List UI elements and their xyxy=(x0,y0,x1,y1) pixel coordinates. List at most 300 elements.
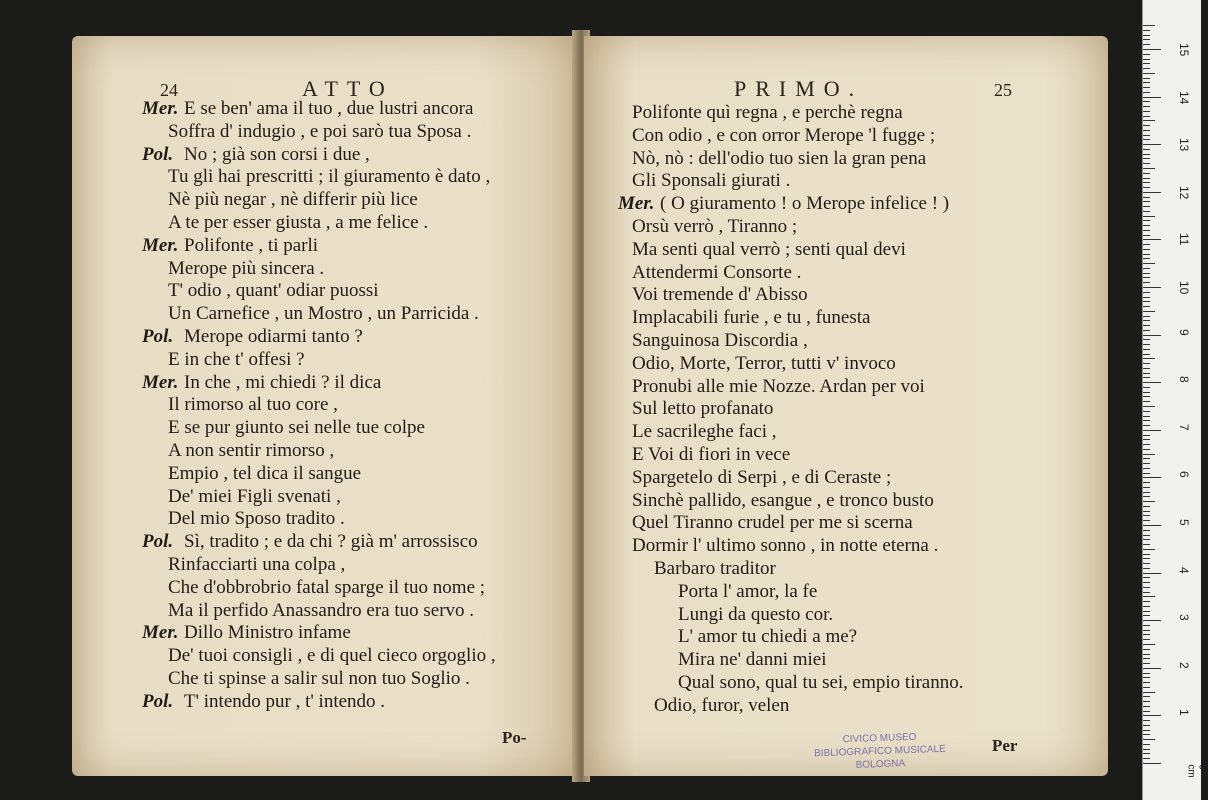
speaker-label: Pol. xyxy=(142,531,174,553)
ruler-tick xyxy=(1143,101,1150,102)
ruler-tick xyxy=(1143,596,1155,597)
ruler-tick xyxy=(1143,682,1150,683)
stamp-line-2: BIBLIOGRAFICO MUSICALE xyxy=(813,743,946,760)
text-line xyxy=(142,600,496,623)
ruler-tick xyxy=(1143,111,1150,112)
line-text: Rinfacciarti una colpa , xyxy=(168,553,346,575)
ruler-tick xyxy=(1143,344,1150,345)
ruler-tick xyxy=(1143,282,1150,283)
text-line xyxy=(142,189,496,212)
text-line xyxy=(142,622,496,645)
ruler-tick xyxy=(1143,335,1161,336)
ruler-tick xyxy=(1143,663,1150,664)
left-page xyxy=(72,36,578,776)
ruler-tick xyxy=(1143,63,1150,64)
ruler-tick xyxy=(1143,701,1150,702)
text-line xyxy=(142,531,496,554)
line-text: Merope odiarmi tanto ? xyxy=(184,325,363,347)
line-text: Ma il perfido Anassandro era tuo servo . xyxy=(168,599,475,621)
text-line xyxy=(618,376,963,399)
left-running-head: ATTO xyxy=(302,76,394,101)
ruler-tick xyxy=(1143,35,1150,36)
line-text: Un Carnefice , un Mostro , un Parricida . xyxy=(168,303,479,325)
ruler-tick xyxy=(1143,468,1150,469)
speaker-label: Mer. xyxy=(142,234,179,256)
text-line xyxy=(142,212,496,235)
speaker-label: Pol. xyxy=(142,143,174,165)
line-text: Voi tremende d' Abisso xyxy=(632,284,808,306)
ruler-tick xyxy=(1143,520,1150,521)
ruler-tick xyxy=(1143,49,1161,50)
ruler-number: 13 xyxy=(1177,138,1191,152)
ruler-tick xyxy=(1143,225,1150,226)
text-line xyxy=(142,417,496,440)
text-line xyxy=(618,626,963,649)
ruler-tick xyxy=(1143,330,1150,331)
text-line xyxy=(618,512,963,535)
ruler-number: 7 xyxy=(1177,423,1191,431)
ruler-number: 10 xyxy=(1177,281,1191,295)
line-text: Sinchè pallido, esangue , e tronco busto xyxy=(632,489,934,511)
ruler-tick xyxy=(1143,515,1150,516)
ruler-tick xyxy=(1143,92,1150,93)
text-line xyxy=(618,649,963,672)
text-line xyxy=(618,193,963,216)
ruler-tick xyxy=(1143,539,1150,540)
ruler-number: 2 xyxy=(1177,661,1191,669)
line-text: Porta l' amor, la fe xyxy=(678,580,818,602)
ruler-tick xyxy=(1143,263,1155,264)
ruler-tick xyxy=(1143,163,1150,164)
ruler-tick xyxy=(1143,201,1150,202)
line-text: A non sentir rimorso , xyxy=(168,439,335,461)
ruler-tick xyxy=(1143,649,1150,650)
text-line xyxy=(142,508,496,531)
ruler-tick xyxy=(1143,382,1161,383)
ruler-tick xyxy=(1143,235,1150,236)
ruler-tick xyxy=(1143,658,1150,659)
right-page xyxy=(584,36,1108,776)
text-line xyxy=(142,280,496,303)
ruler-tick xyxy=(1143,734,1150,735)
ruler-tick xyxy=(1143,444,1150,445)
ruler-unit-label: 0 cm xyxy=(1185,764,1208,778)
text-line xyxy=(618,490,963,513)
left-catchword: Po- xyxy=(502,728,527,747)
ruler-tick xyxy=(1143,544,1150,545)
ruler-tick xyxy=(1143,463,1150,464)
ruler-tick xyxy=(1143,301,1150,302)
ruler-tick xyxy=(1143,411,1150,412)
ruler-tick xyxy=(1143,577,1150,578)
text-line xyxy=(618,307,963,330)
ruler-tick xyxy=(1143,730,1150,731)
line-text: Sì, tradito ; e da chi ? già m' arrossisco xyxy=(184,531,478,553)
speaker-label: Mer. xyxy=(618,193,655,215)
ruler-tick xyxy=(1143,425,1150,426)
ruler-tick xyxy=(1143,706,1150,707)
line-text: Gli Sponsali giurati . xyxy=(632,170,791,192)
ruler-tick xyxy=(1143,711,1150,712)
ruler-tick xyxy=(1143,82,1150,83)
text-line xyxy=(142,349,496,372)
ruler-tick xyxy=(1143,30,1150,31)
ruler-tick xyxy=(1143,396,1150,397)
text-line xyxy=(618,262,963,285)
ruler-tick xyxy=(1143,154,1150,155)
ruler-number: 4 xyxy=(1177,566,1191,574)
ruler-tick xyxy=(1143,116,1150,117)
ruler-tick xyxy=(1143,277,1150,278)
left-page-text xyxy=(142,98,496,714)
line-text: Spargetelo di Serpi , e di Ceraste ; xyxy=(632,466,892,488)
ruler-tick xyxy=(1143,725,1150,726)
ruler-tick xyxy=(1143,530,1150,531)
line-text: Orsù verrò , Tiranno ; xyxy=(632,215,798,237)
text-line xyxy=(618,216,963,239)
ruler-tick xyxy=(1143,506,1150,507)
right-page-text xyxy=(618,102,963,718)
line-text: Le sacrileghe faci , xyxy=(632,421,777,443)
ruler-tick xyxy=(1143,739,1155,740)
text-line xyxy=(618,353,963,376)
text-line xyxy=(618,284,963,307)
ruler-tick xyxy=(1143,615,1150,616)
ruler-tick xyxy=(1143,211,1150,212)
line-text: Pronubi alle mie Nozze. Ardan per voi xyxy=(632,375,925,397)
line-text: Polifonte quì regna , e perchè regna xyxy=(632,102,903,123)
ruler-tick xyxy=(1143,97,1161,98)
ruler-tick xyxy=(1143,668,1161,669)
ruler-tick xyxy=(1143,139,1150,140)
text-line xyxy=(618,421,963,444)
line-text: Mira ne' danni miei xyxy=(678,649,827,671)
speaker-label: Pol. xyxy=(142,325,174,347)
text-line xyxy=(142,577,496,600)
ruler-tick xyxy=(1143,554,1150,555)
ruler-tick xyxy=(1143,473,1150,474)
ruler-tick xyxy=(1143,525,1161,526)
ruler-tick xyxy=(1143,173,1150,174)
ruler-tick xyxy=(1143,197,1150,198)
line-text: Qual sono, qual tu sei, empio tiranno. xyxy=(678,671,964,693)
stamp-line-1: CIVICO MUSEO xyxy=(842,731,917,746)
text-line xyxy=(618,672,963,695)
ruler-tick xyxy=(1143,573,1161,574)
text-line xyxy=(618,444,963,467)
line-text: E se ben' ama il tuo , due lustri ancora xyxy=(184,98,474,119)
line-text: Che d'obbrobrio fatal sparge il tuo nome ; xyxy=(168,576,486,598)
ruler-number: 6 xyxy=(1177,471,1191,479)
text-line xyxy=(142,326,496,349)
ruler-tick xyxy=(1143,320,1150,321)
ruler-tick xyxy=(1143,106,1150,107)
text-line xyxy=(142,166,496,189)
ruler-number: 5 xyxy=(1177,519,1191,526)
line-text: E Voi di fiori in vece xyxy=(632,443,791,465)
text-line xyxy=(142,258,496,281)
text-line xyxy=(142,668,496,691)
ruler-tick xyxy=(1143,687,1150,688)
ruler-tick xyxy=(1143,654,1150,655)
line-text: Odio, Morte, Terror, tutti v' invoco xyxy=(632,352,896,374)
ruler-tick xyxy=(1143,120,1155,121)
line-text: Sanguinosa Discordia , xyxy=(632,329,808,351)
ruler-tick xyxy=(1143,358,1155,359)
line-text: Dillo Ministro infame xyxy=(184,622,351,644)
ruler-tick xyxy=(1143,78,1150,79)
line-text: Soffra d' indugio , e poi sarò tua Sposa . xyxy=(168,120,472,142)
ruler-tick xyxy=(1143,287,1161,288)
ruler-tick xyxy=(1143,368,1150,369)
ruler-tick xyxy=(1143,54,1150,55)
ruler-tick xyxy=(1143,582,1150,583)
ruler-number: 11 xyxy=(1177,233,1191,246)
line-text: T' odio , quant' odiar puossi xyxy=(168,280,379,302)
text-line xyxy=(618,102,963,125)
ruler-tick xyxy=(1143,125,1150,126)
text-line xyxy=(142,372,496,395)
ruler-number: 14 xyxy=(1177,90,1191,104)
ruler-tick xyxy=(1143,634,1150,635)
ruler-tick xyxy=(1143,620,1161,621)
ruler-tick xyxy=(1143,325,1150,326)
ruler-tick xyxy=(1143,311,1155,312)
text-line xyxy=(618,125,963,148)
left-page-number: 24 xyxy=(160,80,178,100)
ruler-tick xyxy=(1143,439,1150,440)
right-catchword: Per xyxy=(992,736,1018,755)
line-text: Con odio , e con orror Merope 'l fugge ; xyxy=(632,124,936,146)
line-text: Il rimorso al tuo core , xyxy=(168,394,338,416)
ruler-tick xyxy=(1143,449,1150,450)
ruler-tick xyxy=(1143,254,1150,255)
ruler-tick xyxy=(1143,168,1155,169)
line-text: Barbaro traditor xyxy=(654,557,776,579)
ruler-tick xyxy=(1143,73,1155,74)
ruler-tick xyxy=(1143,563,1150,564)
line-text: Nò, nò : dell'odio tuo sien la gran pena xyxy=(632,147,927,169)
ruler-tick xyxy=(1143,373,1150,374)
ruler-tick xyxy=(1143,496,1150,497)
text-line xyxy=(618,330,963,353)
ruler-tick xyxy=(1143,763,1161,764)
ruler-tick xyxy=(1143,392,1150,393)
ruler-tick xyxy=(1143,501,1155,502)
line-text: A te per esser giusta , a me felice . xyxy=(168,211,429,233)
ruler-number: 3 xyxy=(1177,614,1191,621)
text-line xyxy=(618,467,963,490)
measurement-ruler xyxy=(1142,0,1201,800)
ruler-tick xyxy=(1143,592,1150,593)
ruler-number: 1 xyxy=(1177,709,1191,717)
text-line xyxy=(618,170,963,193)
text-line xyxy=(618,148,963,171)
ruler-number: 9 xyxy=(1177,328,1191,336)
ruler-tick xyxy=(1143,454,1155,455)
text-line xyxy=(618,239,963,262)
ruler-tick xyxy=(1143,68,1150,69)
ruler-tick xyxy=(1143,753,1150,754)
ruler-tick xyxy=(1143,178,1150,179)
ruler-tick xyxy=(1143,749,1150,750)
ruler-tick xyxy=(1143,587,1150,588)
text-line xyxy=(142,121,496,144)
ruler-tick xyxy=(1143,130,1150,131)
text-line xyxy=(618,695,963,718)
ruler-tick xyxy=(1143,192,1161,193)
text-line xyxy=(142,463,496,486)
ruler-tick xyxy=(1143,720,1150,721)
ruler-tick xyxy=(1143,625,1150,626)
ruler-tick xyxy=(1143,630,1150,631)
ruler-tick xyxy=(1143,492,1150,493)
line-text: Polifonte , ti parli xyxy=(184,234,319,256)
line-text: Implacabili furie , e tu , funesta xyxy=(632,307,871,329)
ruler-tick xyxy=(1143,363,1150,364)
ruler-tick xyxy=(1143,420,1150,421)
speaker-label: Mer. xyxy=(142,371,179,393)
line-text: Nè più negar , nè differir più lice xyxy=(168,189,418,211)
ruler-tick xyxy=(1143,297,1150,298)
text-line xyxy=(142,144,496,167)
line-text: Dormir l' ultimo sonno , in notte eterna . xyxy=(632,535,939,557)
library-stamp xyxy=(799,729,960,774)
ruler-tick xyxy=(1143,39,1150,40)
text-line xyxy=(142,440,496,463)
ruler-number: 12 xyxy=(1177,185,1191,200)
line-text: Attendermi Consorte . xyxy=(632,261,802,283)
ruler-tick xyxy=(1143,535,1150,536)
ruler-tick xyxy=(1143,644,1155,645)
ruler-tick xyxy=(1143,568,1150,569)
text-line xyxy=(142,235,496,258)
ruler-tick xyxy=(1143,549,1155,550)
ruler-tick xyxy=(1143,87,1150,88)
right-running-head: PRIMO. xyxy=(734,76,864,101)
line-text: L' amor tu chiedi a me? xyxy=(678,626,858,648)
line-text: Quel Tiranno crudel per me si scerna xyxy=(632,512,913,534)
line-text: Che ti spinse a salir sul non tuo Soglio . xyxy=(168,667,470,689)
ruler-tick xyxy=(1143,268,1150,269)
line-text: Sul letto profanato xyxy=(632,398,774,420)
ruler-tick xyxy=(1143,416,1150,417)
ruler-tick xyxy=(1143,216,1155,217)
ruler-tick xyxy=(1143,511,1150,512)
ruler-number: 8 xyxy=(1177,376,1191,383)
ruler-tick xyxy=(1143,273,1150,274)
ruler-tick xyxy=(1143,744,1150,745)
line-text: Merope più sincera . xyxy=(168,257,325,279)
line-text: In che , mi chiedi ? il dica xyxy=(184,371,382,393)
ruler-tick xyxy=(1143,144,1161,145)
ruler-tick xyxy=(1143,349,1150,350)
ruler-tick xyxy=(1143,639,1150,640)
ruler-tick xyxy=(1143,339,1150,340)
line-text: Odio, furor, velen xyxy=(654,694,790,716)
line-text: Lungi da questo cor. xyxy=(678,603,834,625)
text-line xyxy=(142,691,496,714)
ruler-tick xyxy=(1143,158,1150,159)
ruler-tick xyxy=(1143,715,1161,716)
ruler-tick xyxy=(1143,206,1150,207)
line-text: Ma senti qual verrò ; senti qual devi xyxy=(632,238,906,260)
ruler-tick xyxy=(1143,230,1150,231)
ruler-tick xyxy=(1143,558,1150,559)
text-line xyxy=(618,558,963,581)
speaker-label: Mer. xyxy=(142,98,179,119)
line-text: De' miei Figli svenati , xyxy=(168,485,341,507)
ruler-tick xyxy=(1143,677,1150,678)
ruler-number: 15 xyxy=(1177,43,1191,57)
ruler-tick xyxy=(1143,482,1150,483)
speaker-label: Mer. xyxy=(142,622,179,644)
line-text: ( O giuramento ! o Merope infelice ! ) xyxy=(660,193,950,215)
ruler-tick xyxy=(1143,316,1150,317)
text-line xyxy=(618,604,963,627)
line-text: Tu gli hai prescritti ; il giuramento è dato , xyxy=(168,166,491,188)
text-line xyxy=(618,535,963,558)
ruler-tick xyxy=(1143,611,1150,612)
ruler-tick xyxy=(1143,435,1150,436)
ruler-tick xyxy=(1143,135,1150,136)
ruler-tick xyxy=(1143,187,1150,188)
text-line xyxy=(618,398,963,421)
ruler-tick xyxy=(1143,477,1161,478)
text-line xyxy=(142,98,496,121)
ruler-tick xyxy=(1143,758,1150,759)
open-book xyxy=(72,30,1112,782)
ruler-tick xyxy=(1143,249,1150,250)
ruler-tick xyxy=(1143,25,1155,26)
line-text: T' intendo pur , t' intendo . xyxy=(184,690,386,712)
ruler-tick xyxy=(1143,220,1150,221)
ruler-tick xyxy=(1143,59,1150,60)
ruler-tick xyxy=(1143,239,1161,240)
ruler-tick xyxy=(1143,244,1150,245)
line-text: Del mio Sposo tradito . xyxy=(168,508,345,530)
ruler-tick xyxy=(1143,406,1155,407)
speaker-label: Pol. xyxy=(142,690,174,712)
ruler-tick xyxy=(1143,696,1150,697)
line-text: Empio , tel dica il sangue xyxy=(168,462,362,484)
ruler-tick xyxy=(1143,692,1155,693)
ruler-tick xyxy=(1143,258,1150,259)
ruler-tick xyxy=(1143,354,1150,355)
ruler-tick xyxy=(1143,377,1150,378)
stamp-line-3: BOLOGNA xyxy=(855,758,906,771)
ruler-tick xyxy=(1143,292,1150,293)
text-line xyxy=(618,581,963,604)
ruler-tick xyxy=(1143,606,1150,607)
ruler-tick xyxy=(1143,487,1150,488)
ruler-tick xyxy=(1143,401,1150,402)
ruler-tick xyxy=(1143,601,1150,602)
ruler-tick xyxy=(1143,182,1150,183)
text-line xyxy=(142,303,496,326)
text-line xyxy=(142,486,496,509)
line-text: E se pur giunto sei nelle tue colpe xyxy=(168,417,425,439)
ruler-tick xyxy=(1143,44,1150,45)
ruler-tick xyxy=(1143,306,1150,307)
ruler-tick xyxy=(1143,387,1150,388)
ruler-tick xyxy=(1143,149,1150,150)
text-line xyxy=(142,394,496,417)
line-text: E in che t' offesi ? xyxy=(168,348,305,370)
line-text: De' tuoi consigli , e di quel cieco orgoglio , xyxy=(168,645,496,667)
right-page-number: 25 xyxy=(994,80,1012,100)
line-text: No ; già son corsi i due , xyxy=(184,143,370,165)
